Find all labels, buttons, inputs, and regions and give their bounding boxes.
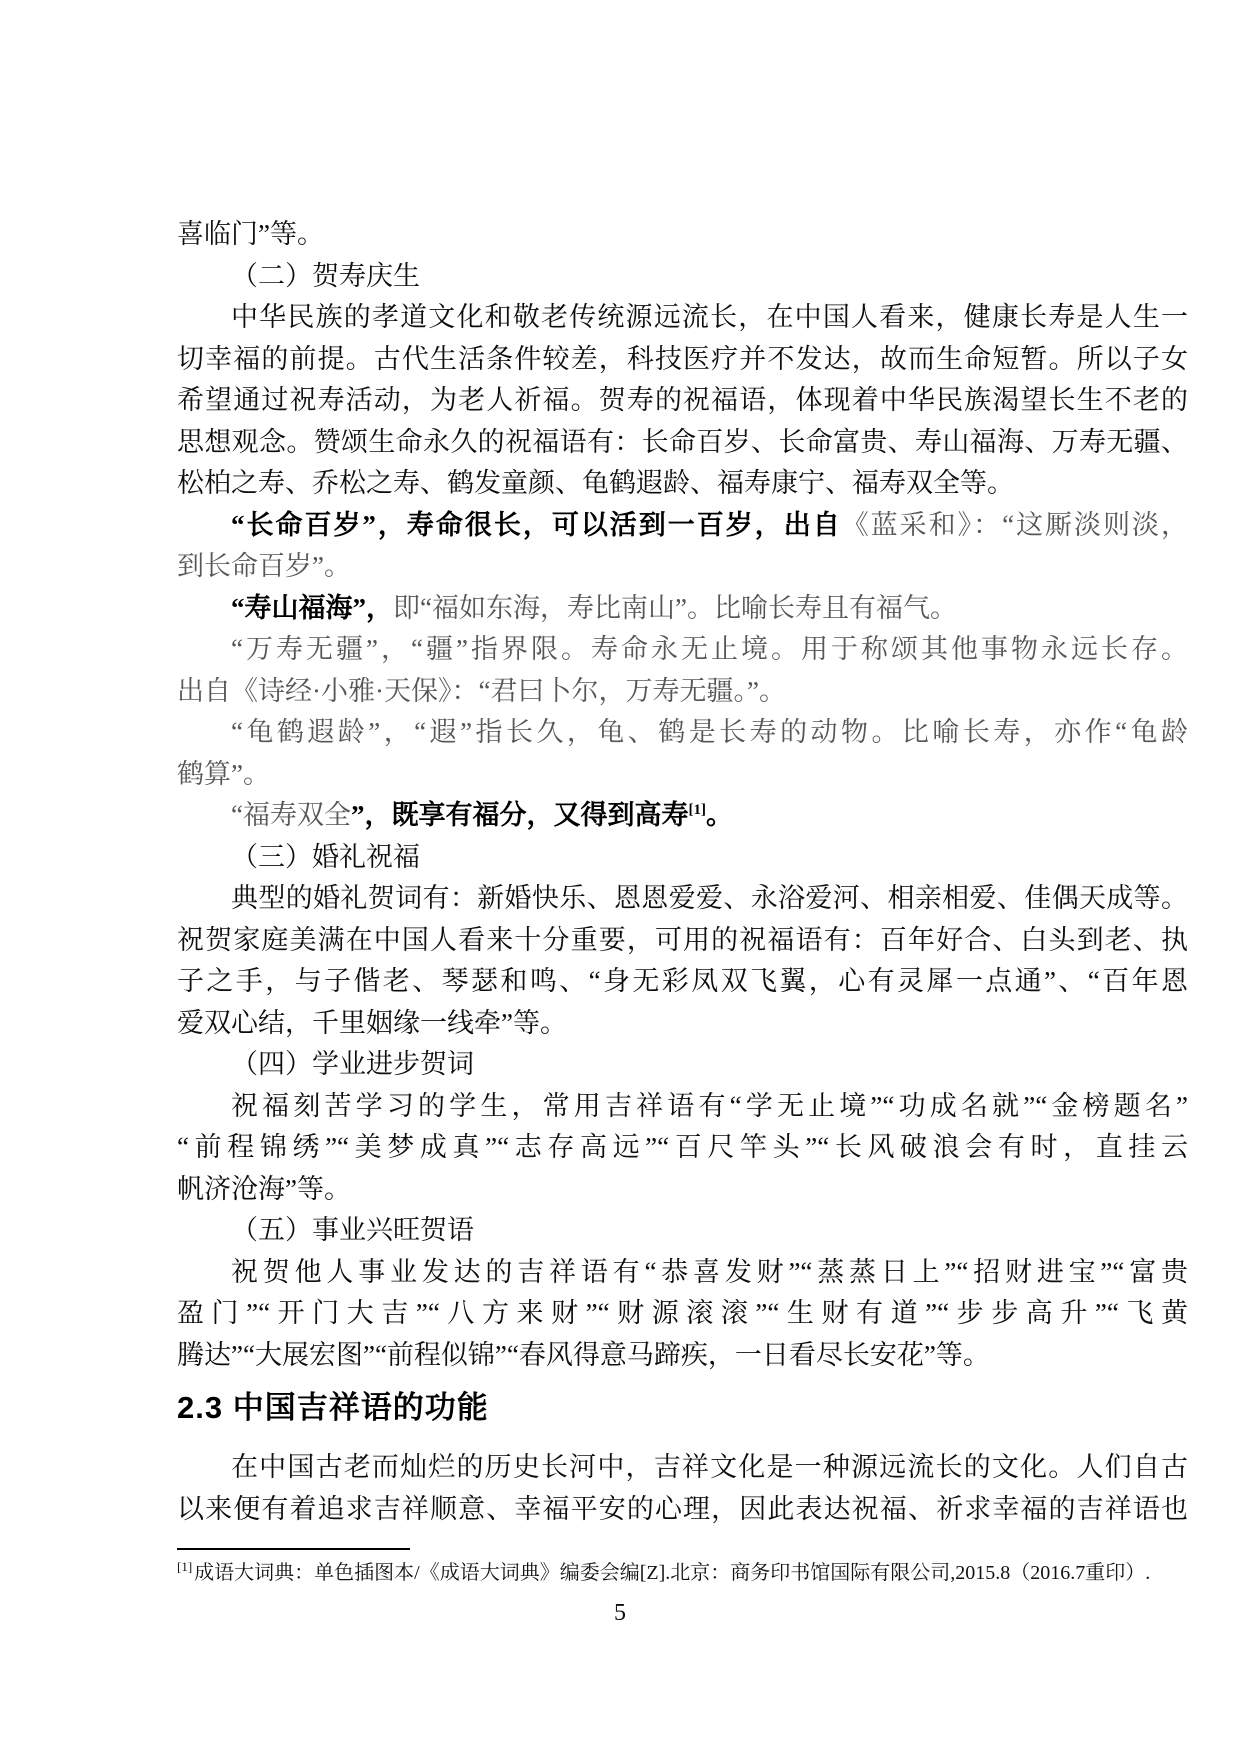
text-segment: “万寿无疆”，“疆”指界限。寿命永无止境。用于称颂其他事物永远长存。: [231, 634, 1188, 664]
text-line: [177, 795, 1188, 837]
page-number: 5: [614, 1600, 626, 1626]
footnote-marker: [1]: [177, 1559, 193, 1575]
text-segment: 祝贺家庭美满在中国人看来十分重要，可用的祝福语有：百年好合、白头到老、执: [177, 924, 1188, 955]
text-segment: 希望通过祝寿活动，为老人祈福。贺寿的祝福语，体现着中华民族渴望长生不老的: [177, 385, 1188, 415]
text-line: [177, 297, 1188, 339]
text-line: [177, 588, 1188, 630]
text-line: [177, 754, 1188, 796]
text-line: [177, 1169, 1188, 1211]
text-segment: 典型的婚礼贺词有：新婚快乐、恩恩爱爱、永浴爱河、相亲相爱、佳偶天成等。: [231, 883, 1188, 913]
footnote: [177, 1556, 1188, 1590]
text-line: [177, 1086, 1188, 1128]
body-text: [177, 214, 1188, 1530]
text-segment: 帆济沧海”等。: [177, 1173, 351, 1204]
text-segment: 《蓝采和》：“这厮淡则淡，: [841, 509, 1188, 540]
text-segment: （五）事业兴旺贺语: [231, 1215, 474, 1245]
text-segment: 祝贺他人事业发达的吉祥语有“恭喜发财”“蒸蒸日上”“招财进宝”“富贵: [231, 1256, 1188, 1287]
text-line: [177, 380, 1188, 422]
text-line: [177, 339, 1188, 381]
text-line: [177, 463, 1188, 505]
text-segment: 爱双心结，千里姻缘一线牵”等。: [177, 1007, 567, 1038]
text-line: [177, 1003, 1188, 1045]
text-line: [177, 1335, 1188, 1377]
section-heading: 2.3 中国吉祥语的功能: [177, 1390, 489, 1425]
footnote-text: 成语大词典：单色插图本/《成语大词典》编委会编[Z].北京：商务印书馆国际有限公司,2015.8（2016.7重印）.: [194, 1562, 1151, 1584]
text-line: [177, 546, 1188, 588]
text-segment: 盈门”“开门大吉”“八方来财”“财源滚滚”“生财有道”“步步高升”“飞黄: [177, 1298, 1188, 1328]
text-segment: 中华民族的孝道文化和敬老传统源远流长，在中国人看来，健康长寿是人生一: [231, 302, 1188, 332]
text-segment: （三）婚礼祝福: [231, 841, 420, 872]
text-line: [177, 629, 1188, 671]
text-segment: 即“福如东海，寿比南山”。比喻长寿且有福气。: [393, 592, 957, 623]
text-line: [177, 961, 1188, 1003]
text-segment: 松柏之寿、乔松之寿、鹤发童颜、龟鹤遐龄、福寿康宁、福寿双全等。: [177, 468, 1014, 498]
text-segment: 喜临门”等。: [177, 219, 324, 249]
text-segment: 思想观念。赞颂生命永久的祝福语有：长命百岁、长命富贵、寿山福海、万寿无疆、: [177, 426, 1188, 457]
text-line: [177, 505, 1188, 547]
text-line: [177, 1447, 1188, 1489]
text-line: [177, 1210, 1188, 1252]
text-line: [177, 1127, 1188, 1169]
text-line: [177, 214, 1188, 256]
text-segment: “福寿双全: [231, 800, 351, 830]
text-segment: 以来便有着追求吉祥顺意、幸福平安的心理，因此表达祝福、祈求幸福的吉祥语也: [177, 1493, 1188, 1524]
text-line: [177, 1293, 1188, 1335]
text-segment: 到长命百岁”。: [177, 551, 351, 581]
text-line: [177, 837, 1188, 879]
text-line: [177, 422, 1188, 464]
footnote-reference: [1]: [688, 802, 706, 818]
text-segment: 祝福刻苦学习的学生，常用吉祥语有“学无止境”“功成名就”“金榜题名”: [231, 1090, 1188, 1121]
text-line: [177, 712, 1188, 754]
text-segment: “长命百岁”，寿命很长，可以活到一百岁，出自: [231, 509, 842, 540]
text-segment: 子之手，与子偕老、琴瑟和鸣、“身无彩凤双飞翼，心有灵犀一点通”、“百年恩: [177, 966, 1188, 996]
text-line: [177, 1489, 1188, 1531]
text-line: [177, 1044, 1188, 1086]
text-segment: （四）学业进步贺词: [231, 1049, 474, 1079]
text-segment: “前程锦绣”“美梦成真”“志存高远”“百尺竿头”“长风破浪会有时，直挂云: [177, 1132, 1188, 1162]
text-line: [177, 920, 1188, 962]
text-segment: 在中国古老而灿烂的历史长河中，吉祥文化是一种源远流长的文化。人们自古: [231, 1452, 1188, 1482]
text-segment: “寿山福海”，: [231, 592, 393, 623]
text-line: [177, 1252, 1188, 1294]
text-segment: （二）贺寿庆生: [231, 260, 420, 291]
text-segment: 出自《诗经·小雅·天保》：“君曰卜尔，万寿无疆。”。: [177, 675, 786, 706]
text-line: [177, 256, 1188, 298]
footnote-separator: [177, 1548, 410, 1550]
text-segment: ”，既享有福分，又得到高寿: [350, 800, 689, 830]
text-segment: 切幸福的前提。古代生活条件较差，科技医疗并不发达，故而生命短暂。所以子女: [177, 343, 1188, 374]
text-segment: 鹤算”。: [177, 758, 270, 789]
text-segment: 。: [705, 800, 733, 830]
text-line: [177, 671, 1188, 713]
text-segment: 腾达”“大展宏图”“前程似锦”“春风得意马蹄疾，一日看尽长安花”等。: [177, 1339, 990, 1370]
text-line: [177, 878, 1188, 920]
text-segment: “龟鹤遐龄”，“遐”指长久，龟、鹤是长寿的动物。比喻长寿，亦作“龟龄: [231, 717, 1188, 747]
